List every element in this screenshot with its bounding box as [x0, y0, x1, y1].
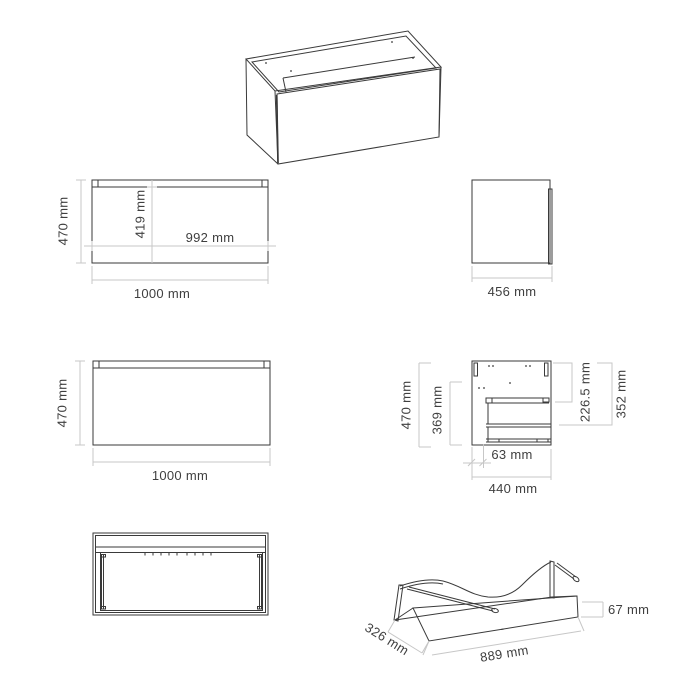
- front-plain-outline: [93, 361, 270, 445]
- dim-label-drawer-width: 889 mm: [479, 642, 530, 665]
- dim-label-drawer-depth: 326 mm: [362, 619, 412, 659]
- section-view: [385, 348, 640, 503]
- side-view-dim-lines: [472, 266, 552, 282]
- cabinet-iso-wireframe: [246, 31, 441, 164]
- plan-outline: [93, 533, 268, 615]
- section-outline: [472, 361, 551, 445]
- section-screw-holes: [478, 365, 531, 389]
- dim-label-section-rail: 226.5 mm: [577, 361, 593, 423]
- dim-label-plain-outer-width: 1000 mm: [151, 468, 209, 483]
- dim-label-section-depth: 440 mm: [488, 481, 538, 496]
- dim-label-front-outer-width: 1000 mm: [133, 286, 191, 301]
- front-view-dim-lines: [76, 180, 276, 284]
- side-view-outline: [472, 180, 552, 264]
- front-view-plain: [40, 350, 300, 490]
- cabinet-iso-view: [230, 20, 460, 175]
- dim-label-plain-outer-height: 470 mm: [54, 378, 70, 428]
- front-view-dimensioned: [40, 170, 290, 310]
- dim-label-front-inner-height: 419 mm: [132, 189, 148, 239]
- dim-label-side-depth: 456 mm: [487, 284, 537, 299]
- dim-label-drawer-front-height: 67 mm: [608, 602, 650, 617]
- dim-label-front-outer-height: 470 mm: [55, 196, 71, 246]
- dim-label-front-inner-width: 992 mm: [185, 230, 235, 245]
- side-view: [440, 170, 600, 305]
- drawer-iso-view: [350, 545, 680, 695]
- dim-label-section-inner-height: 369 mm: [429, 385, 445, 435]
- drawer-iso-wireframe: [394, 561, 580, 641]
- dim-label-section-outer-height: 470 mm: [398, 380, 414, 430]
- dim-label-section-drawer-bottom: 352 mm: [613, 369, 629, 419]
- dim-label-section-offset: 63 mm: [491, 447, 533, 462]
- plan-view: [85, 525, 285, 625]
- drawer-gap-edge: [277, 95, 278, 163]
- front-view-outline: [92, 180, 268, 263]
- front-plain-dim-lines: [75, 361, 270, 466]
